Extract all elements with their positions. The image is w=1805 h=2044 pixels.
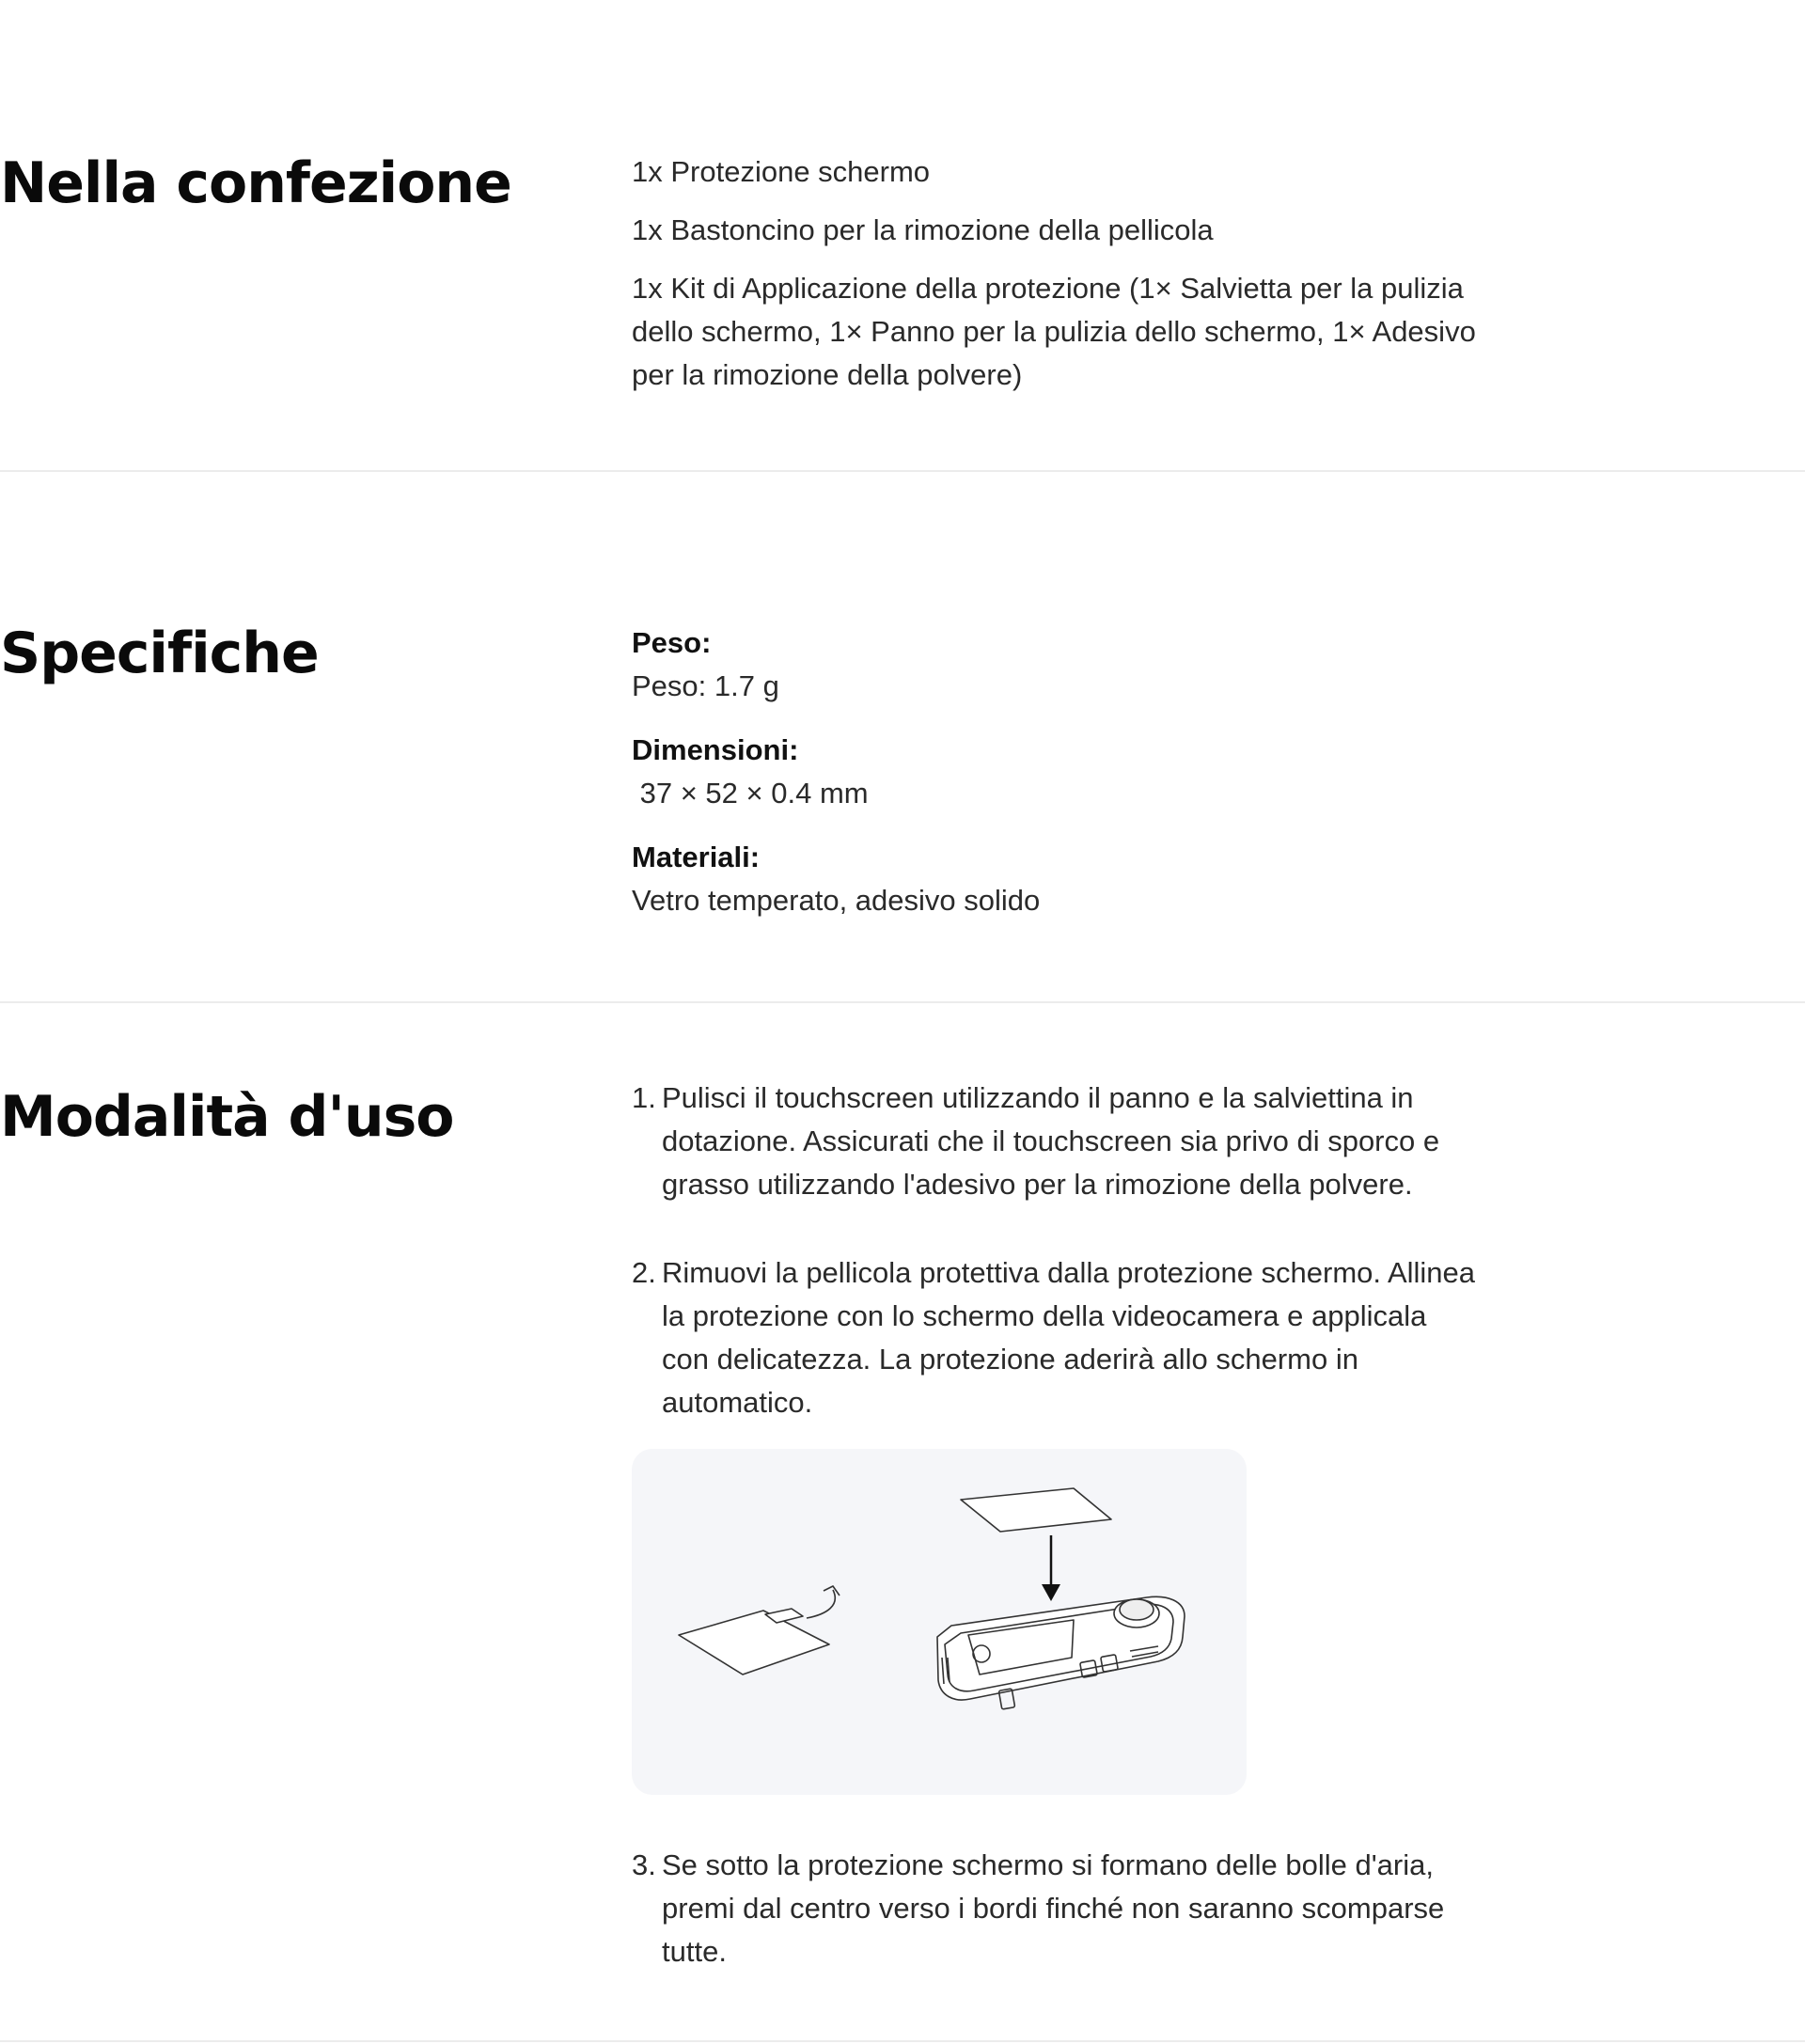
usage-title: Modalità d'uso [0,1084,454,1150]
step-text: Se sotto la protezione schermo si formano delle bolle d'aria, premi dal centro verso i bordi finché non saranno scomparse tutte. [662,1848,1445,1968]
spec-label-dimensions: Dimensioni: [632,733,799,766]
box-item: 1x Protezione schermo [632,155,931,188]
spec-value-weight: Peso: 1.7 g [632,669,779,702]
usage-section [0,1003,1805,2041]
step-number: 3. [632,1848,656,1881]
specs-title: Specifiche [0,621,319,686]
step-text: Rimuovi la pellicola protettiva dalla protezione schermo. Allinea la protezione con lo schermo della videocamera e applicala con delicatezza. La protezione aderirà allo schermo in automatico. [662,1256,1476,1419]
camera-installation-icon [632,1449,1247,1795]
specs-list [632,621,1478,943]
usage-steps [632,1077,1478,1973]
spec-label-materials: Materiali: [632,841,761,873]
box-item: 1x Kit di Applicazione della protezione (1× Salvietta per la pulizia dello schermo, 1× Panno per la pulizia dello schermo, 1× Adesivo per la rimozione della polvere) [632,272,1476,391]
screen-protector-illustration [632,1449,1247,1795]
usage-step [632,1844,1478,1973]
box-contents-section [0,0,1805,470]
box-contents-title: Nella confezione [0,150,511,216]
section-divider [0,2040,1805,2042]
step-number: 1. [632,1081,656,1114]
box-contents-list [632,150,1478,412]
box-item: 1x Bastoncino per la rimozione della pellicola [632,213,1214,246]
spec-value-dimensions: 37 × 52 × 0.4 mm [632,777,869,810]
spec-label-weight: Peso: [632,626,712,659]
step-text: Pulisci il touchscreen utilizzando il panno e la salviettina in dotazione. Assicurati che il touchscreen sia privo di sporco e grasso utilizzando l'adesivo per la rimozione della polvere. [662,1081,1440,1201]
specs-section [0,472,1805,1001]
usage-step [632,1077,1478,1206]
spec-value-materials: Vetro temperato, adesivo solido [632,884,1041,917]
step-number: 2. [632,1256,656,1289]
usage-step [632,1251,1478,1424]
